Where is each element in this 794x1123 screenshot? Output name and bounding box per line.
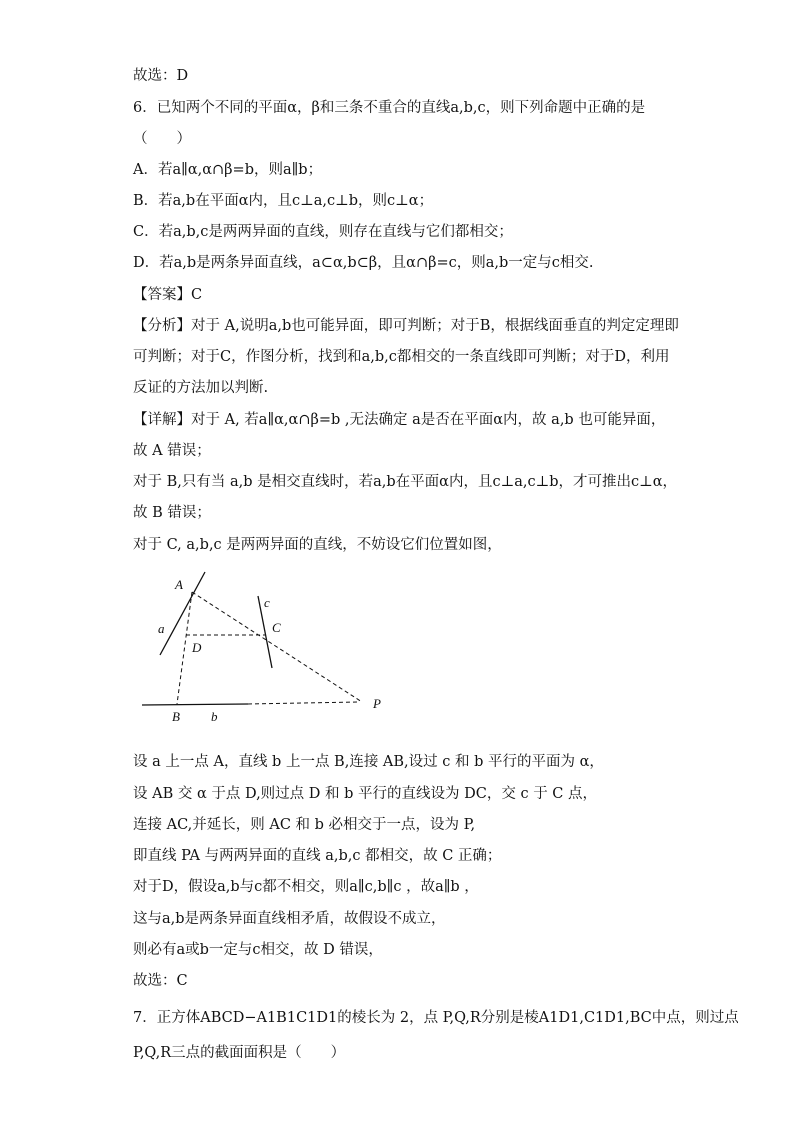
question-6-stem: 6．已知两个不同的平面α，β和三条不重合的直线a,b,c，则下列命题中正确的是 — [133, 100, 646, 116]
segment-ap — [192, 592, 362, 702]
question-6-blank: （ ） — [133, 131, 191, 147]
option-b: B．若a,b在平面α内，且c⊥a,c⊥b，则c⊥α； — [133, 193, 434, 209]
detail-line-7: 设 AB 交 α 于点 D,则过点 D 和 b 平行的直线设为 DC，交 c 于 C 点， — [133, 786, 598, 802]
detail-line-3: 对于 B,只有当 a,b 是相交直线时，若a,b在平面α内，且c⊥a,c⊥b，才可推出c⊥α， — [133, 474, 678, 490]
label-D: D — [192, 640, 202, 655]
label-C: C — [272, 620, 281, 635]
label-A: A — [175, 577, 183, 592]
question-7-stem-2: P,Q,R三点的截面面积是（ ） — [133, 1045, 346, 1061]
label-P: P — [373, 696, 381, 711]
detail-line-5: 对于 C, a,b,c 是两两异面的直线，不妨设它们位置如图， — [133, 537, 502, 553]
answer-line: 【答案】C — [133, 287, 203, 303]
question-7-stem: 7．正方体ABCD−A1B1C1D1的棱长为 2，点 P,Q,R分别是棱A1D1,C1D1,BC中点，则过点 — [133, 1010, 739, 1026]
option-a: A．若a∥α,α∩β=b，则a∥b； — [133, 162, 323, 178]
analysis-line-2: 可判断；对于C，作图分析，找到和a,b,c都相交的一条直线即可判断；对于D，利用 — [133, 349, 670, 365]
detail-line-1: 【详解】对于 A, 若a∥α,α∩β=b ,无法确定 a是否在平面α内，故 a,b 也可能异面， — [133, 412, 666, 428]
line-b-dashed — [248, 702, 360, 704]
detail-line-11: 这与a,b是两条异面直线相矛盾，故假设不成立， — [133, 911, 446, 927]
detail-line-6: 设 a 上一点 A，直线 b 上一点 B,连接 AB,设过 c 和 b 平行的平面为 α， — [133, 754, 604, 770]
label-a: a — [158, 621, 165, 636]
detail-line-12: 则必有a或b一定与c相交，故 D 错误， — [133, 942, 383, 958]
label-B: B — [172, 709, 180, 724]
option-c: C．若a,b,c是两两异面的直线，则存在直线与它们都相交； — [133, 224, 513, 240]
text-line-answer-prev: 故选：D — [133, 68, 189, 84]
detail-line-4: 故 B 错误； — [133, 505, 211, 521]
detail-line-2: 故 A 错误； — [133, 443, 211, 459]
detail-line-8: 连接 AC,并延长，则 AC 和 b 必相交于一点，设为 P, — [133, 817, 476, 833]
option-d: D．若a,b是两条异面直线，a⊂α,b⊂β，且α∩β=c，则a,b一定与c相交. — [133, 255, 594, 271]
detail-line-10: 对于D，假设a,b与c都不相交，则a∥c,b∥c ，故a∥b ， — [133, 879, 479, 895]
label-c: c — [264, 595, 270, 610]
analysis-line-3: 反证的方法加以判断. — [133, 380, 269, 396]
detail-line-13: 故选：C — [133, 973, 188, 989]
line-b — [142, 704, 248, 705]
detail-line-9: 即直线 PA 与两两异面的直线 a,b,c 都相交，故 C 正确； — [133, 848, 502, 864]
label-b: b — [211, 709, 218, 724]
analysis-line-1: 【分析】对于 A,说明a,b也可能异面，即可判断；对于B，根据线面垂直的判定定理即 — [133, 318, 679, 334]
geometry-figure — [130, 560, 400, 730]
